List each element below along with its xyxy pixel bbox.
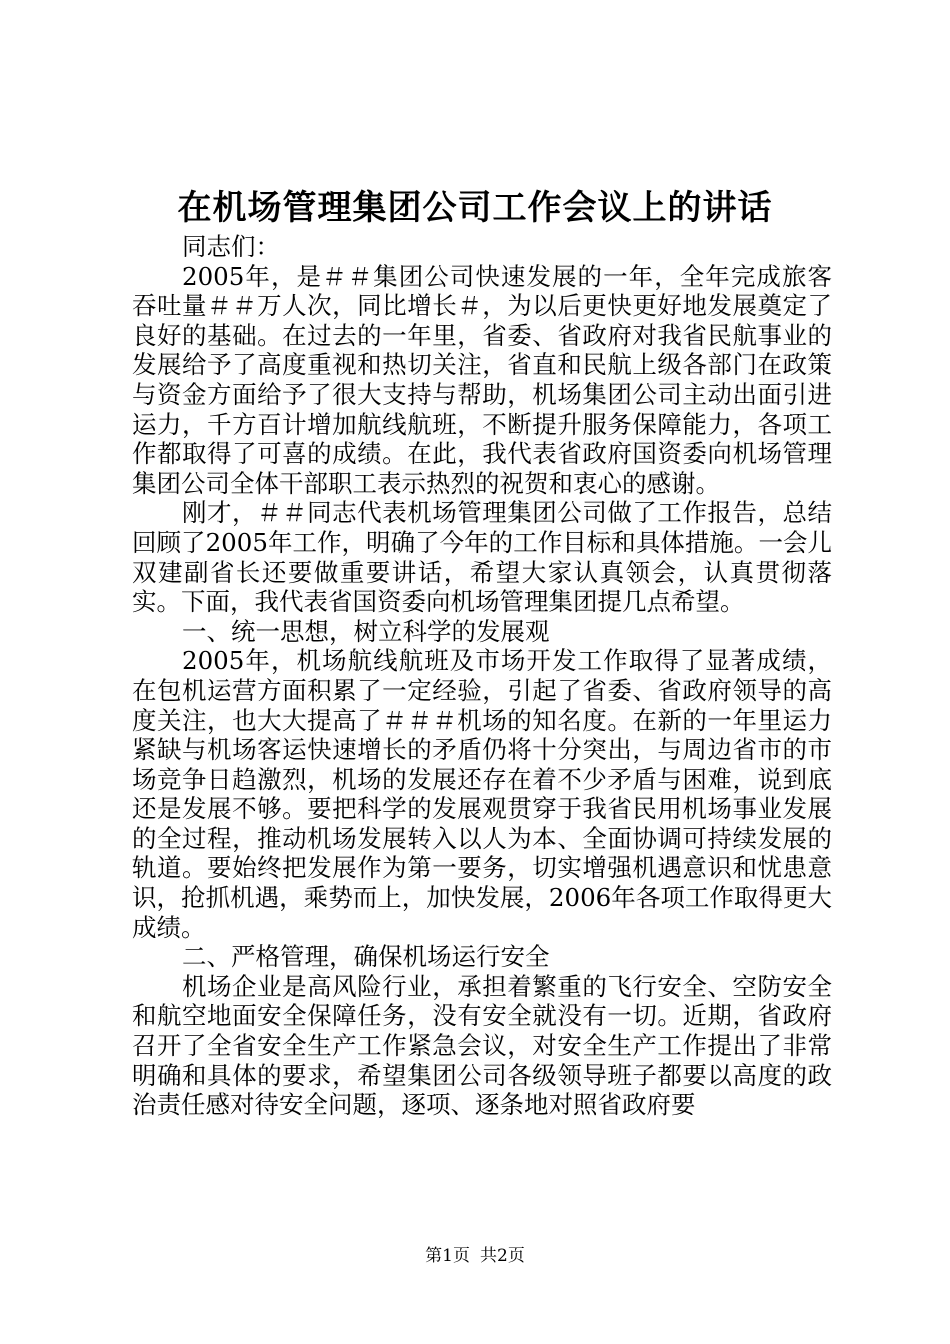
section-heading: 一、统一思想，树立科学的发展观 [182, 616, 550, 646]
paragraph: 刚才，＃＃同志代表机场管理集团公司做了工作报告，总结回顾了2005年工作，明确了今年的工作目标和具体措施。一会儿双建副省长还要做重要讲话，希望大家认真领会，认真贯彻落实。下面，我代表省国资委向机场管理集团提几点希望。 [132, 498, 832, 617]
paragraph: 2005年，是＃＃集团公司快速发展的一年，全年完成旅客吞吐量＃＃万人次，同比增长＃，为以后更快更好地发展奠定了良好的基础。在过去的一年里，省委、省政府对我省民航事业的发展给予了高度重视和热切关注，省直和民航上级各部门在政策与资金方面给予了很大支持与帮助，机场集团公司主动出面引进运力，千方百计增加航线航班，不断提升服务保障能力，各项工作都取得了可喜的成绩。在此，我代表省政府国资委向机场管理集团公司全体干部职工表示热烈的祝贺和衷心的感谢。 [132, 261, 832, 498]
document-title: 在机场管理集团公司工作会议上的讲话 [177, 188, 773, 228]
paragraph: 2005年，机场航线航班及市场开发工作取得了显著成绩，在包机运营方面积累了一定经验，引起了省委、省政府领导的高度关注，也大大提高了＃＃＃机场的知名度。在新的一年里运力紧缺与机场客运快速增长的矛盾仍将十分突出，与周边省市的市场竞争日趋激烈，机场的发展还存在着不少矛盾与困难，说到底还是发展不够。要把科学的发展观贯穿于我省民用机场事业发展的全过程，推动机场发展转入以人为本、全面协调可持续发展的轨道。要始终把发展作为第一要务，切实增强机遇意识和忧患意识，抢抓机遇，乘势而上，加快发展，2006年各项工作取得更大成绩。 [132, 646, 832, 942]
salutation: 同志们： [182, 232, 280, 261]
page-number: 第1页 [425, 1246, 470, 1266]
section-heading: 二、严格管理，确保机场运行安全 [182, 942, 550, 972]
document-body [132, 232, 832, 1120]
paragraph: 机场企业是高风险行业，承担着繁重的飞行安全、空防安全和航空地面安全保障任务，没有安全就没有一切。近期，省政府召开了全省安全生产工作紧急会议，对安全生产工作提出了非常明确和具体的要求，希望集团公司各级领导班子都要以高度的政治责任感对待安全问题，逐项、逐条地对照省政府要 [132, 971, 832, 1120]
page-footer [0, 1244, 950, 1268]
page-total: 共2页 [480, 1246, 525, 1266]
